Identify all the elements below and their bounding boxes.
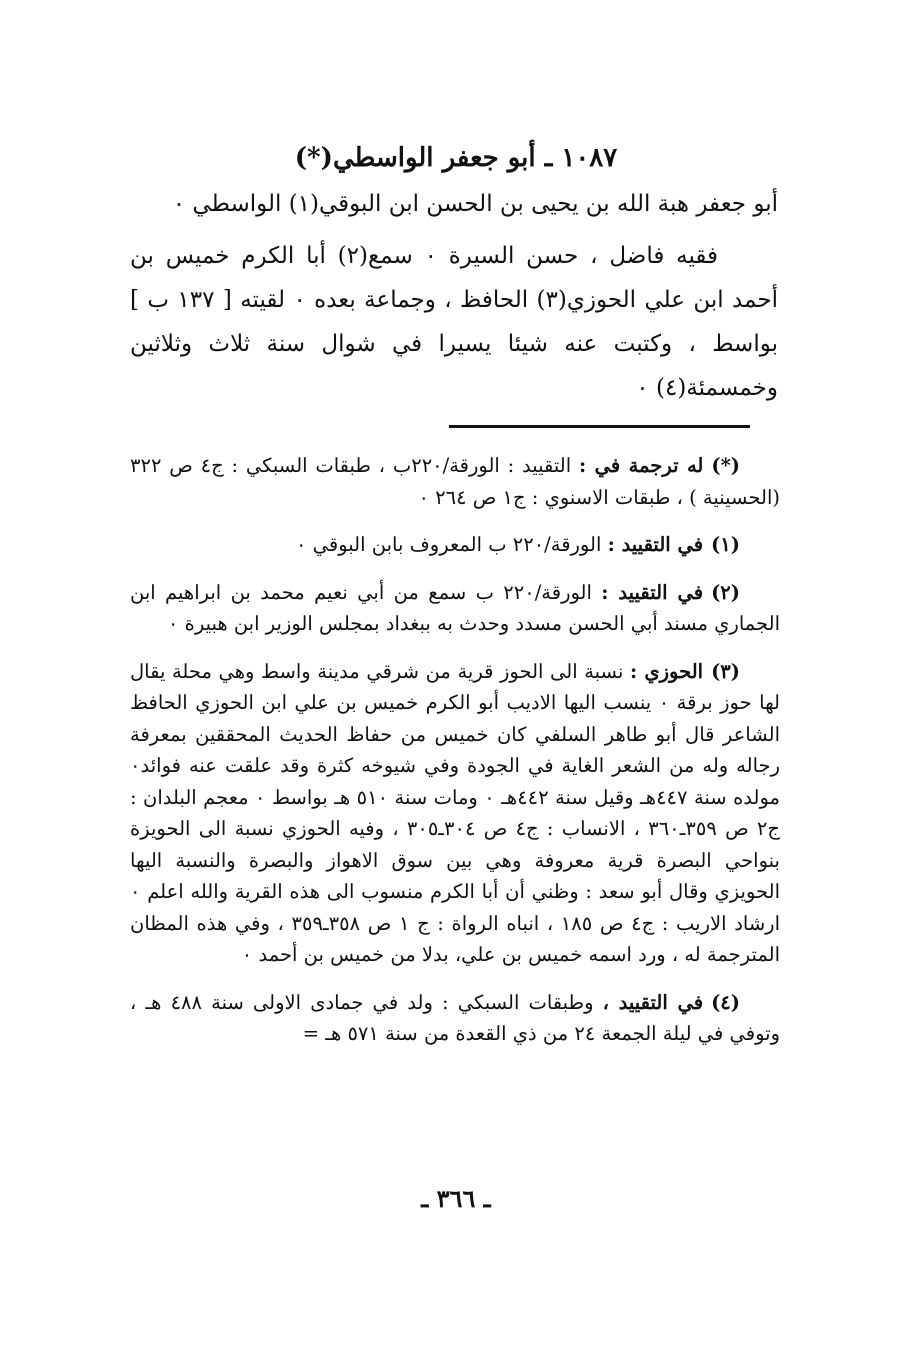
footnote-separator	[449, 425, 750, 428]
footnote-number: (٤)	[711, 990, 741, 1014]
footnote-number: (١)	[711, 533, 740, 556]
footnote	[130, 577, 780, 640]
footnote-text: نسبة الى الحوز قرية من شرقي مدينة واسط وهي محلة يقال لها حوز برقة ٠ ينسب اليها الاديب أبو الكرم خميس بن علي ابن الحوزي الحافظ الشاعر قال أبو طاهر السلفي كان خميس من حفاظ الحديث المحققين بمعرفة رجاله وله من الشعر الغاية في الجودة وفي شيوخه كثرة وقد علقت عنه فوائد٠ مولده سنة ٤٤٧هـ وقيل سنة ٤٤٢هـ ٠ ومات سنة ٥١٠ هـ بواسط ٠ معجم البلدان : ج٢ ص ٣٥٩ـ٣٦٠ ، الانساب : ج٤ ص ٣٠٤ـ٣٠٥ ، وفيه الحوزي نسبة الى الحويزة بنواحي البصرة قرية معروفة وهي بين سوق الاهواز والبصرة والنسبة اليها الحويزي وقال أبو سعد : وظني أن أبا الكرم منسوب الى هذه القرية والله اعلم ٠ ارشاد الاريب : ج٤ ص ١٨٥ ، انباه الرواة : ج ١ ص ٣٥٨ـ٣٥٩ ، وفي هذه المظان المترجمة له ، ورد اسمه خميس بن علي، بدلا من خميس بن أحمد ٠	[130, 659, 781, 966]
footnote-number: (٢)	[711, 580, 741, 604]
footnotes	[130, 450, 780, 1066]
entry-paragraph-1: أبو جعفر هبة الله بن يحيى بن الحسن ابن البوقي(١) الواسطي ٠	[172, 191, 778, 217]
footnote-lead: الحوزي :	[629, 659, 704, 683]
footnote-lead: في التقييد ،	[602, 990, 704, 1014]
footnote-text: الورقة/٢٢٠ ب المعروف بابن البوقي ٠	[295, 533, 602, 556]
footnote	[130, 450, 780, 513]
entry-paragraph-2: فقيه فاضل ، حسن السيرة ٠ سمع(٢) أبا الكرم خميس بن أحمد ابن علي الحوزي(٣) الحافظ ، وجماعة بعده ٠ لقيته [ ١٣٧ ب ] بواسط ، وكتبت عنه شيئا يسيرا في شوال سنة ثلاث وثلاثين وخمسمئة(٤) ٠	[130, 243, 778, 401]
footnote-text: وطبقات السبكي : ولد في جمادى الاولى سنة ٤٨٨ هـ ، وتوفي في ليلة الجمعة ٢٤ من ذي القعدة من سنة ٥٧١ هـ =	[130, 990, 780, 1045]
footnote-lead: في التقييد :	[601, 580, 704, 604]
footnote-text: الورقة/٢٢٠ ب سمع من أبي نعيم محمد بن ابراهيم ابن الجماري مسند أبي الحسن مسدد وحدث به ببغداد بمجلس الوزير ابن هبيرة ٠	[130, 580, 780, 635]
footnote	[130, 987, 780, 1050]
footnote-number: (*)	[711, 454, 740, 477]
page-number: ـ ٣٦٦ ـ	[421, 1184, 491, 1213]
entry-title: ١٠٨٧ ـ أبو جعفر الواسطي(*)	[294, 143, 618, 173]
entry-body	[130, 182, 778, 410]
footnote-number: (٣)	[711, 659, 741, 683]
footnote	[130, 656, 780, 971]
footnote	[130, 529, 780, 561]
footnote-text: التقييد : الورقة/٢٢٠ب ، طبقات السبكي : ج٤ ص ٣٢٢ (الحسينية ) ، طبقات الاسنوي : ج١ ص ٢٦٤ ٠	[130, 454, 780, 509]
footnote-lead: في التقييد :	[607, 533, 704, 556]
footnote-lead: له ترجمة في :	[578, 454, 704, 477]
